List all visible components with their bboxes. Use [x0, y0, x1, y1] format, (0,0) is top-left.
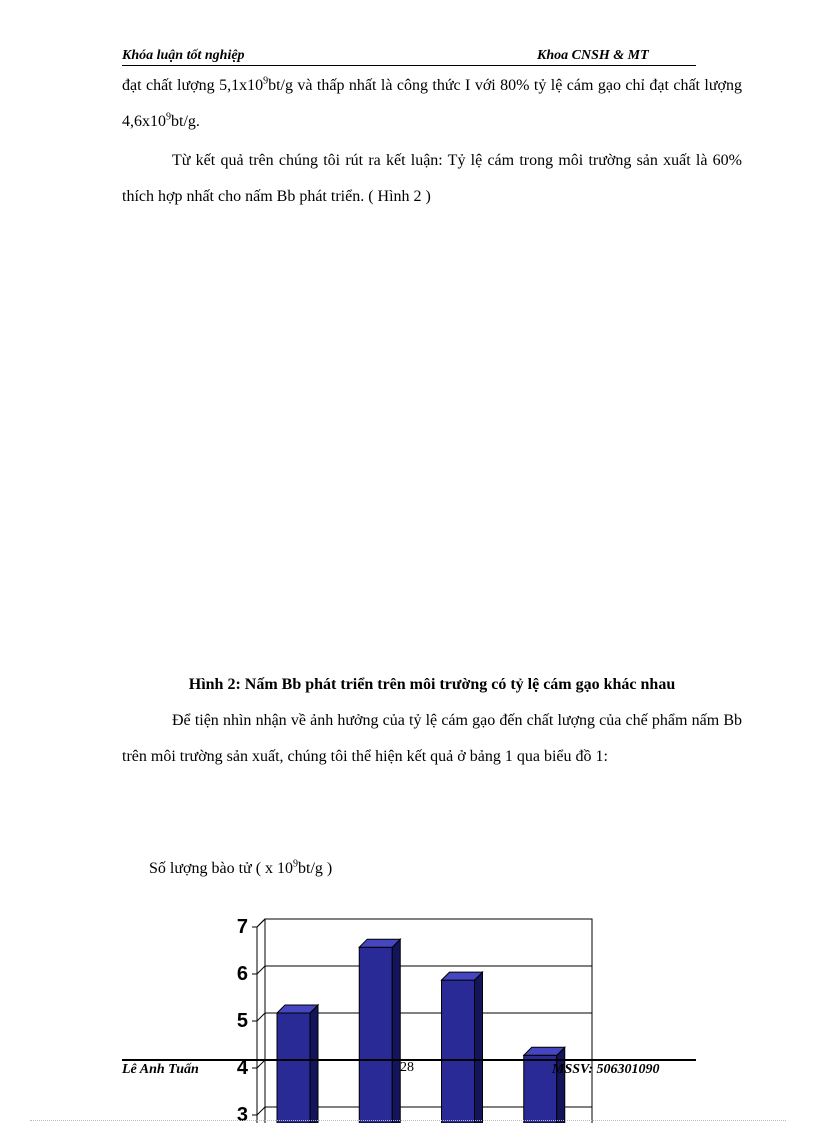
page-edge-dots	[30, 1120, 786, 1121]
bar-top-3	[442, 972, 483, 980]
gridline-wall-7	[257, 919, 265, 927]
footer-author: Lê Anh Tuấn	[122, 1062, 199, 1077]
ytick-label-5: 5	[236, 1010, 248, 1032]
paragraph-results: đạt chất lượng $5,1x10^9bt/g$ và thấp nhất là công thức I với 80% tỷ lệ cám gạo chỉ đạt chất lượng $4,6x10^9bt/g$.	[122, 75, 743, 130]
bar-top-4	[524, 1047, 565, 1055]
ytick-label-3: 3	[236, 1104, 248, 1123]
ytick-label-4: 4	[236, 1057, 248, 1079]
bar-front-2	[359, 947, 392, 1123]
footer-student-id: MSSV: 506301090	[552, 1062, 660, 1077]
header-thesis-title: Khóa luận tốt nghiệp	[122, 48, 245, 63]
gridline-wall-3	[257, 1107, 265, 1115]
bar-side-1	[310, 1005, 318, 1123]
paragraph-conclusion: Từ kết quả trên chúng tôi rút ra kết luận: Tỷ lệ cám trong môi trường sản xuất là 60% thích hợp nhất cho nấm Bb phát triển. ( Hình 2 )	[122, 152, 742, 205]
paragraph-chart-intro: Để tiện nhìn nhận về ảnh hưởng của tỷ lệ cám gạo đến chất lượng của chế phẩm nấm Bb trên môi trường sản xuất, chúng tôi thể hiện kết quả ở bảng 1 qua biểu đồ 1:	[122, 712, 742, 765]
bar-front-3	[442, 980, 475, 1123]
gridline-wall-6	[257, 966, 265, 974]
bar-top-1	[277, 1005, 318, 1013]
page-number: 28	[400, 1060, 414, 1075]
bar-side-3	[475, 972, 483, 1123]
ytick-label-6: 6	[236, 963, 248, 985]
bar-top-2	[359, 939, 400, 947]
gridline-wall-5	[257, 1013, 265, 1021]
bar-front-1	[277, 1013, 310, 1123]
ytick-label-7: 7	[236, 916, 248, 938]
chart-ylabel: Số lượng bào tử ( x $10^9bt/g$ )	[149, 858, 333, 877]
figure-caption: Hình 2: Nấm Bb phát triển trên môi trường có tỷ lệ cám gạo khác nhau	[188, 676, 676, 693]
gridline-wall-4	[257, 1060, 265, 1068]
bar-side-2	[392, 939, 400, 1123]
header-faculty: Khoa CNSH & MT	[537, 48, 649, 63]
